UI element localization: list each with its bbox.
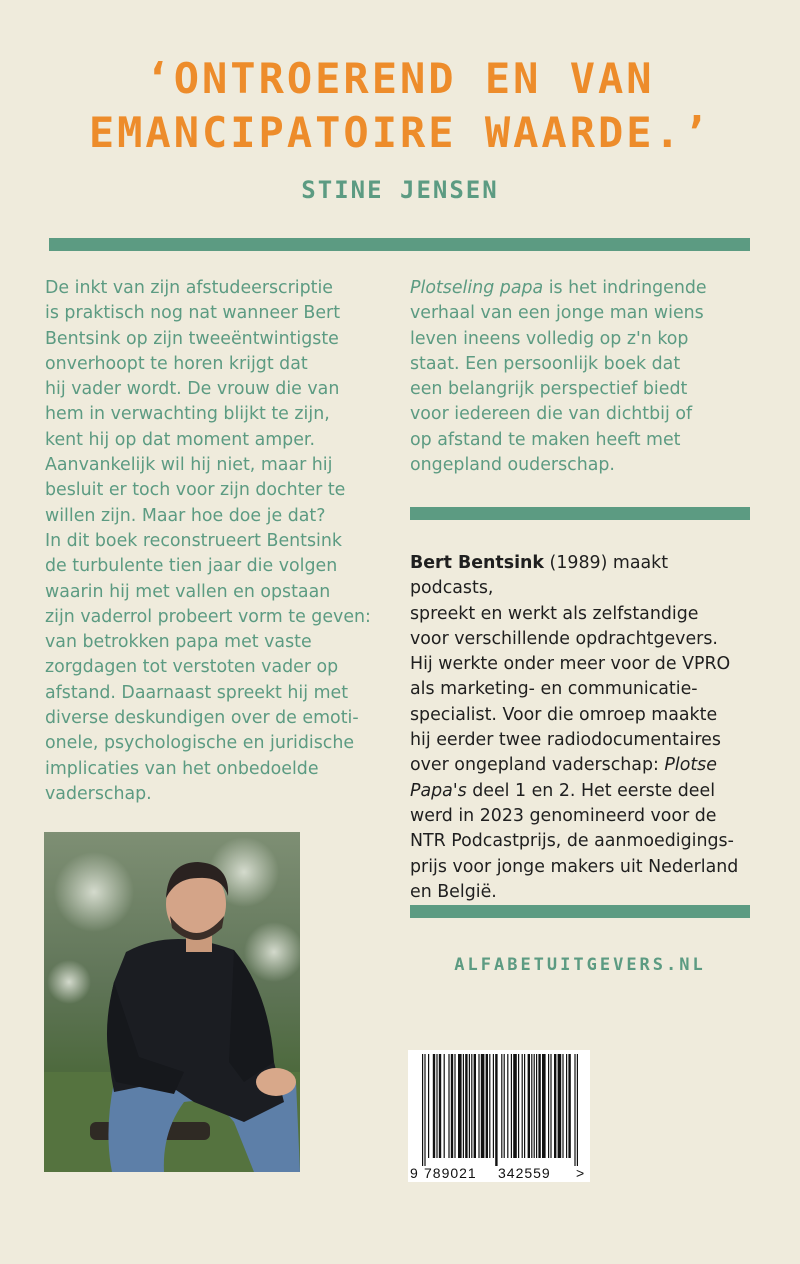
blurb-right-line: staat. Een persoonlijk boek dat bbox=[410, 353, 681, 374]
blurb-right-line: ongepland ouderschap. bbox=[410, 455, 615, 476]
barcode-bar bbox=[522, 1054, 523, 1158]
blurb-left-line: besluit er toch voor zijn dochter te bbox=[45, 480, 346, 501]
bio-line: (1989) maakt podcasts, bbox=[410, 553, 669, 599]
barcode-bar bbox=[518, 1054, 519, 1158]
blurb-left-line: hij vader wordt. De vrouw die van bbox=[45, 379, 340, 400]
blurb-left-line: onele, psychologische en juridische bbox=[45, 733, 355, 754]
barcode-bar bbox=[577, 1054, 578, 1166]
barcode-bar bbox=[469, 1054, 470, 1158]
barcode-bar bbox=[424, 1054, 425, 1166]
barcode-bar bbox=[454, 1054, 455, 1158]
barcode-bar bbox=[463, 1054, 464, 1158]
blurb-left-line: Aanvankelijk wil hij niet, maar hij bbox=[45, 455, 333, 476]
bio-line: spreekt en werkt als zelfstandige bbox=[410, 603, 699, 624]
barcode-bar bbox=[524, 1054, 525, 1158]
barcode-bar bbox=[531, 1054, 532, 1158]
barcode-group-1: 789021 bbox=[424, 1165, 477, 1181]
podcast-title: Papa's bbox=[410, 780, 467, 801]
barcode-bar bbox=[471, 1054, 472, 1158]
barcode-bar bbox=[513, 1054, 517, 1158]
barcode-bar bbox=[474, 1054, 476, 1158]
barcode-bar bbox=[489, 1054, 490, 1158]
isbn-barcode bbox=[408, 1050, 590, 1182]
blurb-right bbox=[410, 276, 755, 478]
podcast-title: Plotse bbox=[664, 755, 717, 776]
blurb-right-line: verhaal van een jonge man wiens bbox=[410, 303, 704, 324]
blurb-right-line: voor iedereen die van dichtbij of bbox=[410, 404, 693, 425]
bio-line: Hij werkte onder meer voor de VPRO bbox=[410, 654, 731, 675]
quote-author: STINE JENSEN bbox=[301, 176, 499, 204]
barcode-bar bbox=[501, 1054, 502, 1158]
barcode-bar bbox=[451, 1054, 453, 1158]
barcode-bar bbox=[538, 1054, 540, 1158]
blurb-left-line: implicaties van het onbedoelde bbox=[45, 758, 319, 779]
barcode-bar bbox=[504, 1054, 505, 1158]
author-photo bbox=[44, 832, 300, 1172]
barcode-bar bbox=[574, 1054, 575, 1166]
bio-line: werd in 2023 genomineerd voor de bbox=[410, 805, 717, 826]
barcode-bar bbox=[433, 1054, 435, 1158]
blurb-left-line: van betrokken papa met vaste bbox=[45, 632, 312, 653]
blurb-left-line: de turbulente tien jaar die volgen bbox=[45, 556, 338, 577]
barcode-bar bbox=[554, 1054, 556, 1158]
quote bbox=[0, 52, 800, 160]
author-photo-illustration bbox=[44, 832, 300, 1172]
barcode-bar bbox=[548, 1054, 549, 1158]
barcode-bar bbox=[481, 1054, 485, 1158]
blurb-left-line: kent hij op dat moment amper. bbox=[45, 429, 315, 450]
barcode-first-digit: 9 bbox=[410, 1165, 418, 1181]
barcode-bar bbox=[478, 1054, 479, 1158]
blurb-left-line: In dit boek reconstrueert Bentsink bbox=[45, 530, 342, 551]
blurb-left-line: diverse deskundigen over de emoti- bbox=[45, 708, 359, 729]
barcode-bar bbox=[439, 1054, 441, 1158]
quote-line-1: ‘ONTROEREND EN VAN bbox=[145, 54, 655, 103]
barcode-bar bbox=[536, 1054, 537, 1158]
barcode-bar bbox=[495, 1054, 497, 1166]
blurb-left-line: onverhoopt te horen krijgt dat bbox=[45, 353, 308, 374]
barcode-bar bbox=[566, 1054, 567, 1158]
bio-line: hij eerder twee radiodocumentaires bbox=[410, 730, 721, 751]
divider-mid bbox=[410, 507, 750, 520]
barcode-bar bbox=[493, 1054, 494, 1158]
barcode-bar bbox=[550, 1054, 551, 1158]
blurb-right-line: op afstand te maken heeft met bbox=[410, 429, 681, 450]
barcode-bar bbox=[542, 1054, 546, 1158]
blurb-left-line: waarin hij met vallen en opstaan bbox=[45, 581, 331, 602]
publisher-website[interactable]: ALFABETUITGEVERS.NL bbox=[454, 955, 706, 975]
blurb-left-line: hem in verwachting blijkt te zijn, bbox=[45, 404, 330, 425]
bio-line: voor verschillende opdrachtgevers. bbox=[410, 628, 718, 649]
barcode-bar bbox=[444, 1054, 445, 1158]
barcode-bar bbox=[436, 1054, 437, 1158]
barcode-bar bbox=[511, 1054, 512, 1158]
blurb-left-line: willen zijn. Maar hoe doe je dat? bbox=[45, 505, 326, 526]
barcode-bar bbox=[486, 1054, 488, 1158]
blurb-left-line: zorgdagen tot verstoten vader op bbox=[45, 657, 339, 678]
blurb-left-line: De inkt van zijn afstudeerscriptie bbox=[45, 278, 333, 298]
blurb-left-line: vaderschap. bbox=[45, 783, 152, 804]
bio-line: als marketing- en communicatie- bbox=[410, 679, 698, 700]
divider-bottom bbox=[410, 905, 750, 918]
barcode-group-2: 342559 bbox=[498, 1165, 551, 1181]
blurb-left bbox=[45, 276, 405, 807]
divider-top bbox=[49, 238, 750, 251]
blurb-left-line: afstand. Daarnaast spreekt hij met bbox=[45, 682, 349, 703]
barcode-bar bbox=[528, 1054, 530, 1158]
bio-line: specialist. Voor die omroep maakte bbox=[410, 704, 718, 725]
blurb-left-line: zijn vaderrol probeert vorm te geven: bbox=[45, 606, 371, 627]
blurb-right-line: een belangrijk perspectief biedt bbox=[410, 379, 688, 400]
blurb-right-line: is het indringende bbox=[543, 278, 707, 298]
barcode-bar bbox=[507, 1054, 508, 1158]
bio-line: en België. bbox=[410, 881, 497, 902]
blurb-left-line: is praktisch nog nat wanneer Bert bbox=[45, 303, 341, 324]
barcode-bar bbox=[465, 1054, 467, 1158]
barcode-bar bbox=[562, 1054, 563, 1158]
blurb-right-line: leven ineens volledig op z'n kop bbox=[410, 328, 689, 349]
bio-line: NTR Podcastprijs, de aanmoedigings- bbox=[410, 831, 734, 852]
barcode-bar bbox=[568, 1054, 570, 1158]
barcode-bar bbox=[534, 1054, 535, 1158]
blurb-left-line: Bentsink op zijn tweeëntwintigste bbox=[45, 328, 339, 349]
barcode-bar bbox=[428, 1054, 429, 1158]
barcode-bar bbox=[558, 1054, 562, 1158]
barcode-marker: > bbox=[576, 1165, 585, 1181]
book-title: Plotseling papa bbox=[410, 278, 544, 298]
bio-name: Bert Bentsink bbox=[410, 553, 544, 573]
barcode-bar bbox=[458, 1054, 462, 1158]
bio-line: deel 1 en 2. Het eerste deel bbox=[466, 780, 716, 801]
barcode-bar bbox=[422, 1054, 423, 1166]
bio-line: prijs voor jonge makers uit Nederland bbox=[410, 856, 739, 877]
bio-line: over ongepland vaderschap: bbox=[410, 755, 665, 776]
author-bio bbox=[410, 551, 755, 905]
barcode-bar bbox=[448, 1054, 449, 1158]
quote-line-2: EMANCIPATOIRE WAARDE.’ bbox=[88, 108, 712, 157]
